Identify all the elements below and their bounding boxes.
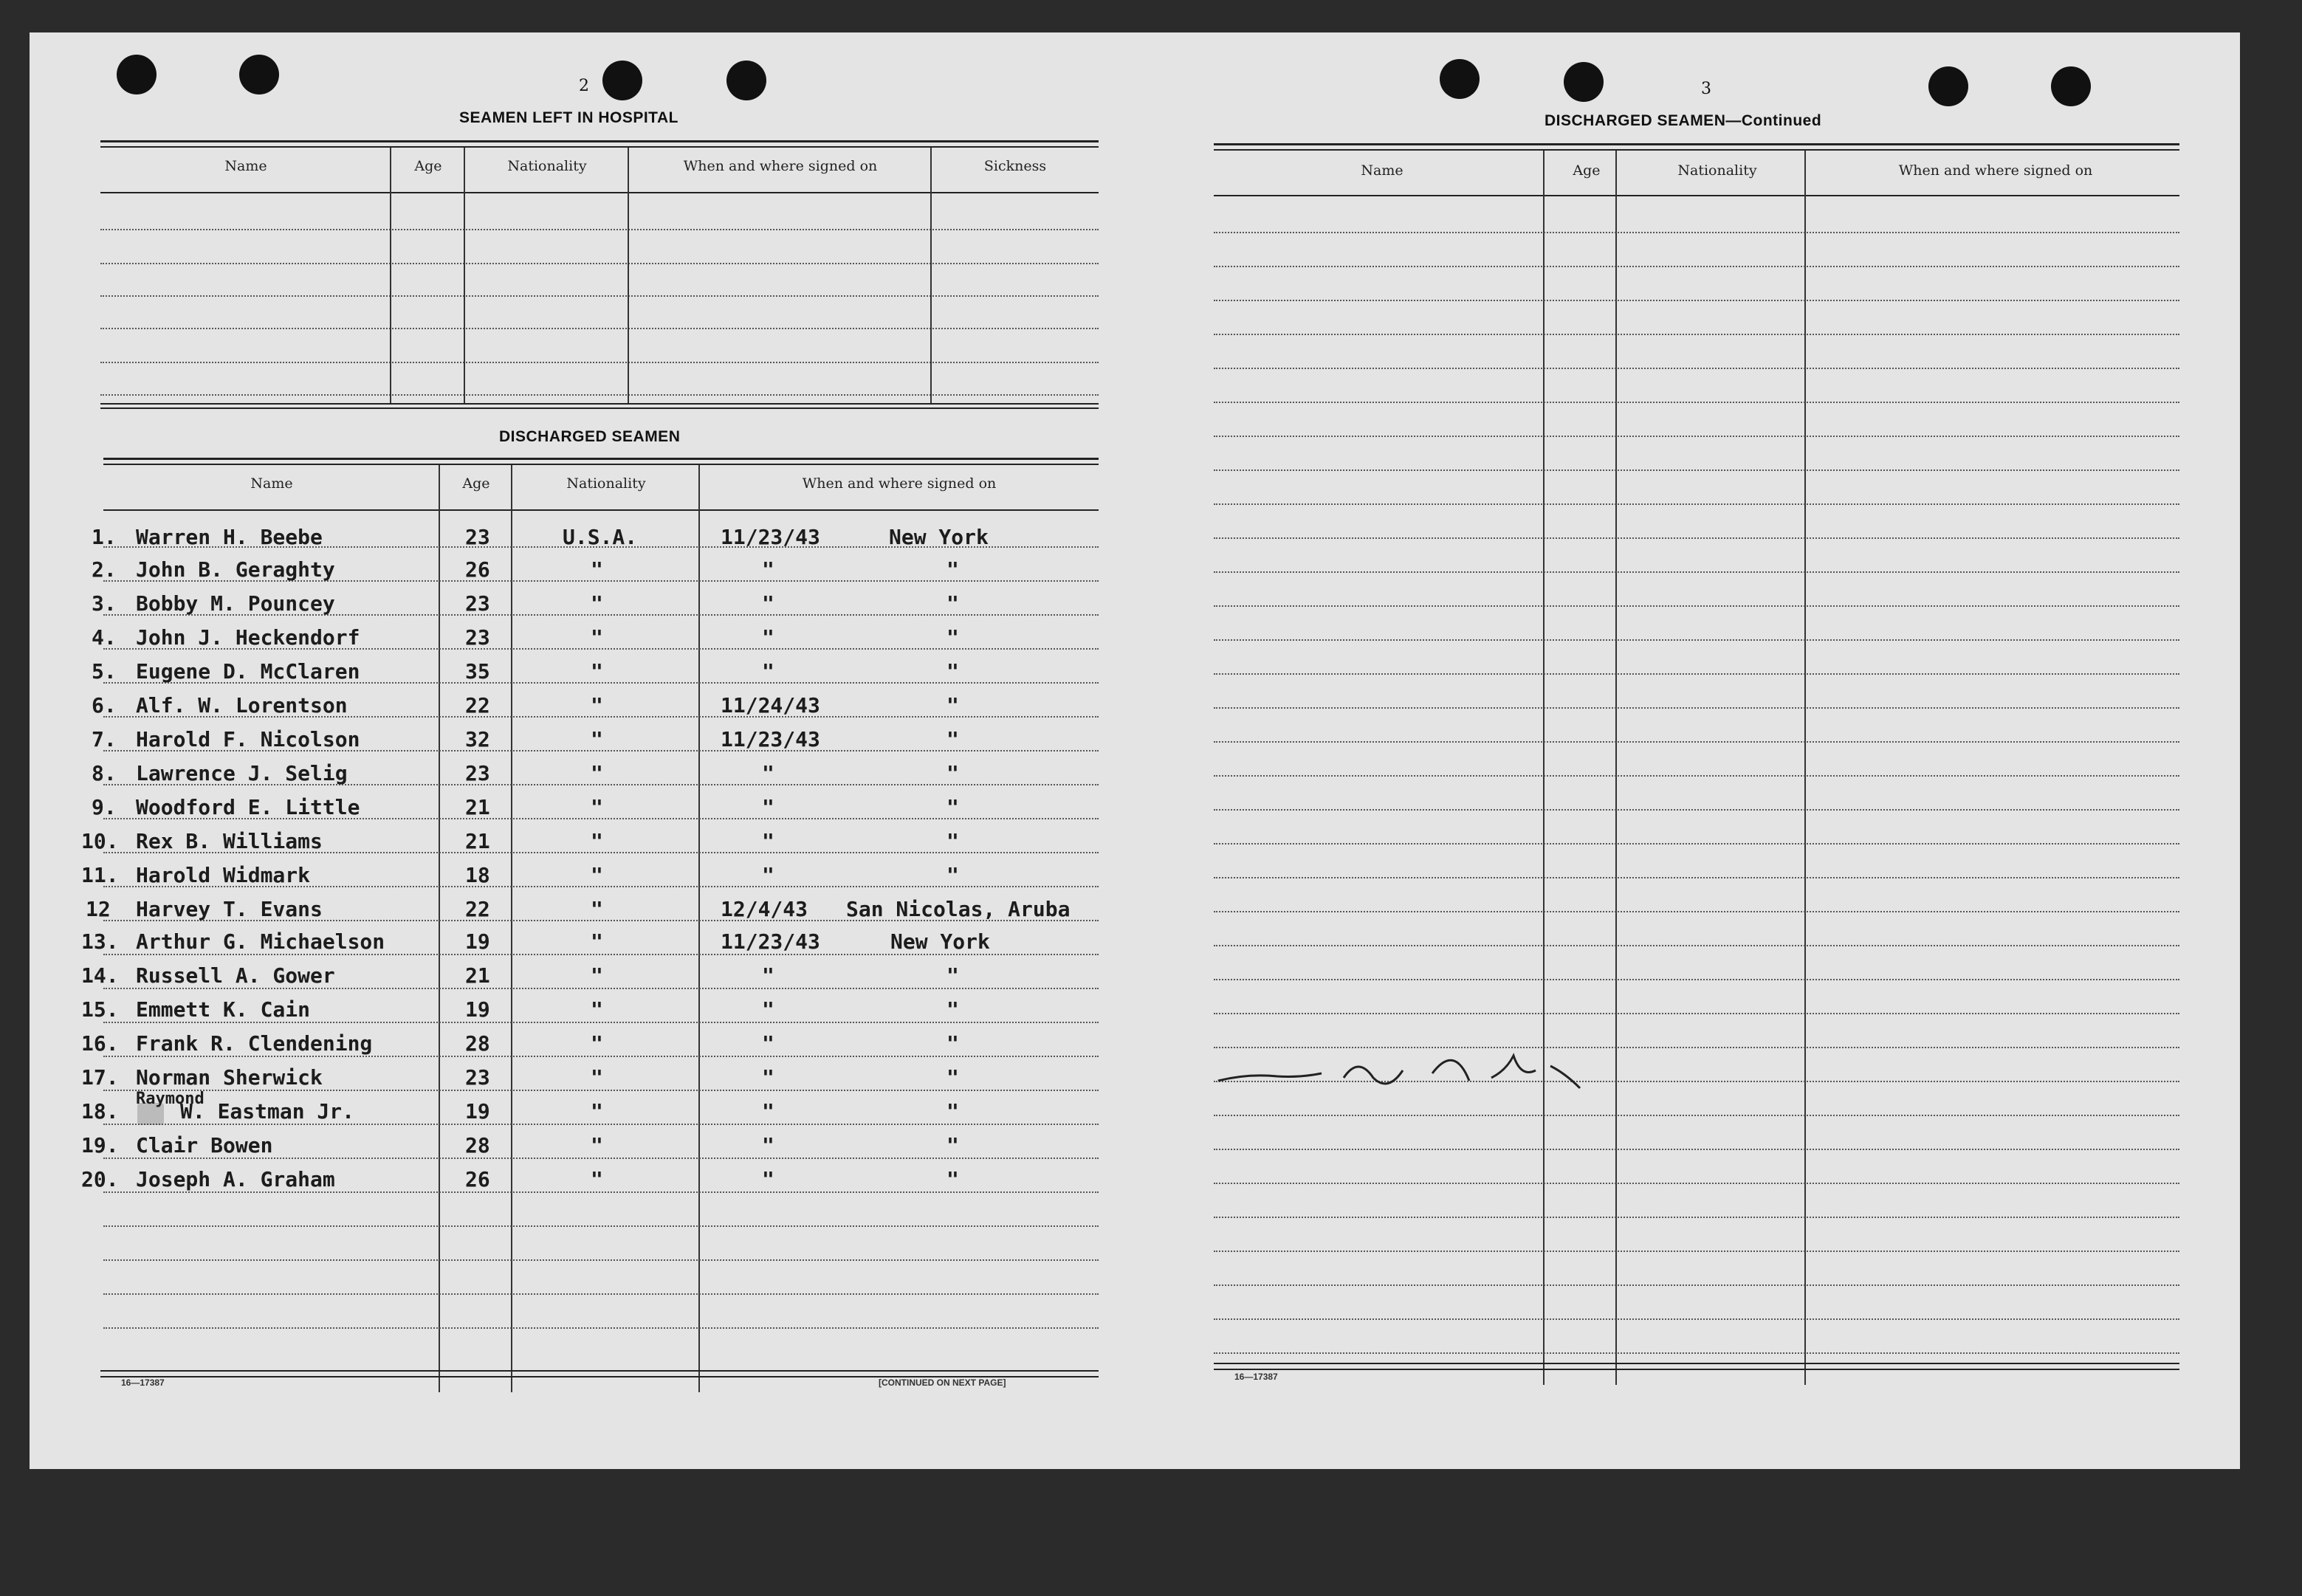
row-line	[103, 1158, 1099, 1159]
seaman-nationality: "	[591, 1031, 603, 1056]
seaman-age: 35	[465, 659, 490, 684]
seaman-age: 21	[465, 795, 490, 819]
col-header-signed-on: When and where signed on	[1898, 162, 2093, 179]
table-bottom-rule	[1214, 1363, 2179, 1364]
signed-on-date: "	[762, 761, 774, 785]
row-line	[103, 1225, 1099, 1227]
row-number: 15.	[81, 997, 119, 1022]
seaman-nationality: "	[591, 997, 603, 1022]
column-divider	[930, 148, 932, 403]
signed-on-place: "	[946, 659, 959, 684]
row-number: 14.	[81, 963, 119, 988]
left-page	[30, 32, 1137, 1469]
row-line	[1214, 334, 2179, 335]
seaman-name: Emmett K. Cain	[136, 997, 311, 1022]
punch-hole	[1564, 62, 1604, 102]
table-top-rule	[103, 458, 1099, 460]
row-line	[1214, 911, 2179, 912]
signed-on-date: "	[762, 795, 774, 819]
col-header-age: Age	[1573, 162, 1601, 179]
seaman-name: Joseph A. Graham	[136, 1167, 335, 1191]
seaman-nationality: "	[591, 693, 603, 718]
row-line	[103, 1124, 1099, 1125]
row-number: 1.	[92, 525, 117, 549]
row-line	[1214, 503, 2179, 505]
col-header-name: Name	[224, 158, 267, 174]
signed-on-place: San Nicolas, Aruba	[846, 897, 1071, 921]
row-line	[1214, 605, 2179, 607]
seaman-age: 26	[465, 1167, 490, 1191]
signed-on-date: "	[762, 625, 774, 650]
signed-on-place: "	[946, 693, 959, 718]
col-header-age: Age	[462, 475, 490, 492]
signed-on-date: 11/24/43	[721, 693, 820, 718]
header-rule	[100, 192, 1099, 193]
row-number: 5.	[92, 659, 117, 684]
seaman-nationality: "	[591, 863, 603, 887]
row-line	[103, 988, 1099, 989]
table-bottom-rule	[100, 407, 1099, 409]
signed-on-place: "	[946, 1099, 959, 1124]
seaman-name: Harold F. Nicolson	[136, 727, 360, 751]
row-line	[100, 328, 1099, 329]
row-number: 19.	[81, 1133, 119, 1158]
row-line	[1214, 843, 2179, 845]
column-divider	[1543, 151, 1545, 1385]
column-divider	[390, 148, 391, 403]
signed-on-date: "	[762, 1031, 774, 1056]
row-number: 6.	[92, 693, 117, 718]
col-header-nationality: Nationality	[507, 158, 587, 174]
row-line	[1214, 775, 2179, 777]
seaman-nationality: "	[591, 659, 603, 684]
row-line	[103, 1090, 1099, 1091]
column-divider	[1615, 151, 1617, 1385]
signed-on-place: "	[946, 761, 959, 785]
seaman-name: John J. Heckendorf	[136, 625, 360, 650]
signed-on-place: "	[946, 591, 959, 616]
column-divider	[1804, 151, 1806, 1385]
seaman-name: John B. Geraghty	[136, 557, 335, 582]
signed-on-date: "	[762, 997, 774, 1022]
discharged-section-title: DISCHARGED SEAMEN	[499, 428, 681, 445]
continued-note: [CONTINUED ON NEXT PAGE]	[879, 1377, 1006, 1388]
row-number: 18.	[81, 1099, 119, 1124]
right-page	[1137, 32, 2240, 1469]
row-line	[1214, 402, 2179, 403]
signed-on-place: "	[946, 963, 959, 988]
row-number: 13.	[81, 929, 119, 954]
row-line	[1214, 741, 2179, 743]
row-number: 7.	[92, 727, 117, 751]
seaman-age: 19	[465, 997, 490, 1022]
col-header-signed-on: When and where signed on	[802, 475, 997, 492]
table-top-rule	[1214, 143, 2179, 145]
table-bottom-rule	[100, 403, 1099, 405]
signed-on-date: "	[762, 1099, 774, 1124]
row-line	[1214, 1149, 2179, 1150]
col-header-age: Age	[414, 158, 442, 174]
punch-hole	[117, 55, 157, 94]
header-rule	[1214, 195, 2179, 196]
column-divider	[698, 465, 700, 1392]
row-number: 4.	[92, 625, 117, 650]
signed-on-place: "	[946, 1133, 959, 1158]
seaman-name: Russell A. Gower	[136, 963, 335, 988]
signed-on-place: "	[946, 1065, 959, 1090]
signed-on-date: "	[762, 963, 774, 988]
row-line	[1214, 1183, 2179, 1184]
right-page-title: DISCHARGED SEAMEN—Continued	[1545, 112, 1822, 129]
row-line	[103, 1293, 1099, 1295]
col-header-nationality: Nationality	[566, 475, 646, 492]
row-line	[103, 1191, 1099, 1193]
seaman-name: Harvey T. Evans	[136, 897, 323, 921]
row-line	[103, 1056, 1099, 1057]
seaman-name: Warren H. Beebe	[136, 525, 323, 549]
row-number: 16.	[81, 1031, 119, 1056]
punch-hole	[2051, 66, 2091, 106]
row-line	[103, 1259, 1099, 1261]
row-line	[100, 263, 1099, 264]
seaman-nationality: "	[591, 1065, 603, 1090]
row-line	[1214, 639, 2179, 641]
signed-on-date: "	[762, 591, 774, 616]
seaman-nationality: "	[591, 591, 603, 616]
seaman-age: 23	[465, 761, 490, 785]
handwritten-scribble	[1211, 1007, 1624, 1103]
struck-out-text	[137, 1103, 164, 1125]
row-line	[1214, 368, 2179, 369]
row-line	[1214, 979, 2179, 980]
seaman-age: 19	[465, 1099, 490, 1124]
seaman-age: 21	[465, 829, 490, 853]
seaman-name: Arthur G. Michaelson	[136, 929, 385, 954]
col-header-nationality: Nationality	[1677, 162, 1757, 179]
punch-hole	[239, 55, 279, 94]
page-number: 3	[1701, 80, 1711, 98]
signed-on-place: "	[946, 863, 959, 887]
seaman-age: 32	[465, 727, 490, 751]
column-divider	[439, 465, 440, 1392]
seaman-name: Harold Widmark	[136, 863, 311, 887]
row-line	[1214, 436, 2179, 437]
seaman-nationality: "	[591, 625, 603, 650]
seaman-nationality: "	[591, 795, 603, 819]
signed-on-date: 11/23/43	[721, 727, 820, 751]
signed-on-date: "	[762, 1167, 774, 1191]
header-rule	[103, 509, 1099, 511]
seaman-nationality: "	[591, 1099, 603, 1124]
seaman-name: Eugene D. McClaren	[136, 659, 360, 684]
seaman-age: 22	[465, 693, 490, 718]
seaman-age: 21	[465, 963, 490, 988]
row-line	[1214, 232, 2179, 233]
row-line	[1214, 300, 2179, 301]
seaman-nationality: "	[591, 727, 603, 751]
signed-on-place: "	[946, 795, 959, 819]
col-header-sickness: Sickness	[983, 158, 1047, 174]
row-number: 11.	[81, 863, 119, 887]
seaman-nationality: "	[591, 897, 603, 921]
row-line	[1214, 1115, 2179, 1116]
row-line	[1214, 537, 2179, 539]
seaman-nationality: U.S.A.	[563, 525, 638, 549]
signed-on-date: "	[762, 829, 774, 853]
row-line	[100, 394, 1099, 396]
seaman-name: Lawrence J. Selig	[136, 761, 348, 785]
seaman-nationality: "	[591, 761, 603, 785]
table-top-rule	[100, 146, 1099, 148]
seaman-age: 19	[465, 929, 490, 954]
seaman-name: Woodford E. Little	[136, 795, 360, 819]
signed-on-place: "	[946, 997, 959, 1022]
row-number: 20.	[81, 1167, 119, 1191]
signed-on-place: "	[946, 829, 959, 853]
page-number: 2	[579, 77, 589, 95]
signed-on-place: "	[946, 727, 959, 751]
row-number: 10.	[81, 829, 119, 853]
signed-on-date: 12/4/43	[721, 897, 808, 921]
punch-hole	[1440, 59, 1480, 99]
row-line	[103, 1022, 1099, 1023]
signed-on-place: "	[946, 625, 959, 650]
table-top-rule	[103, 464, 1099, 465]
seaman-age: 23	[465, 625, 490, 650]
signed-on-date: 11/23/43	[721, 929, 820, 954]
seaman-age: 22	[465, 897, 490, 921]
signed-on-date: "	[762, 863, 774, 887]
signed-on-place: New York	[890, 929, 990, 954]
row-line	[1214, 1318, 2179, 1320]
seaman-name: Frank R. Clendening	[136, 1031, 373, 1056]
seaman-nationality: "	[591, 1133, 603, 1158]
seaman-age: 23	[465, 1065, 490, 1090]
seaman-age: 28	[465, 1133, 490, 1158]
row-line	[100, 229, 1099, 230]
seaman-name: Clair Bowen	[136, 1133, 273, 1158]
col-header-signed-on: When and where signed on	[683, 158, 878, 174]
seaman-nationality: "	[591, 829, 603, 853]
row-number: 17.	[81, 1065, 119, 1090]
form-number: 16—17387	[1234, 1372, 1278, 1382]
signed-on-date: "	[762, 659, 774, 684]
punch-hole	[726, 61, 766, 100]
seaman-age: 23	[465, 525, 490, 549]
punch-hole	[1928, 66, 1968, 106]
row-number: 9.	[92, 795, 117, 819]
row-number: 2.	[92, 557, 117, 582]
row-line	[103, 954, 1099, 955]
seaman-nationality: "	[591, 1167, 603, 1191]
seaman-nationality: "	[591, 929, 603, 954]
column-divider	[628, 148, 629, 403]
seaman-nationality: "	[591, 557, 603, 582]
hospital-section-title: SEAMEN LEFT IN HOSPITAL	[459, 109, 678, 126]
row-line	[1214, 469, 2179, 471]
row-line	[1214, 877, 2179, 878]
col-header-name: Name	[250, 475, 293, 492]
column-divider	[511, 465, 512, 1392]
row-line	[1214, 1352, 2179, 1354]
table-top-rule	[100, 140, 1099, 142]
form-number: 16—17387	[121, 1377, 165, 1388]
table-top-rule	[1214, 149, 2179, 151]
row-number: 12	[86, 897, 111, 921]
row-line	[103, 1327, 1099, 1329]
row-line	[1214, 266, 2179, 267]
signed-on-date: 11/23/43	[721, 525, 820, 549]
row-line	[100, 295, 1099, 297]
signed-on-place: "	[946, 557, 959, 582]
signed-on-place: New York	[889, 525, 989, 549]
row-line	[1214, 1251, 2179, 1252]
row-line	[1214, 809, 2179, 811]
row-number: 8.	[92, 761, 117, 785]
column-divider	[464, 148, 465, 403]
punch-hole	[602, 61, 642, 100]
seaman-age: 28	[465, 1031, 490, 1056]
row-line	[1214, 1284, 2179, 1286]
seaman-age: 26	[465, 557, 490, 582]
seaman-nationality: "	[591, 963, 603, 988]
row-line	[1214, 707, 2179, 709]
seaman-name: Rex B. Williams	[136, 829, 323, 853]
seaman-age: 23	[465, 591, 490, 616]
table-bottom-rule	[1214, 1369, 2179, 1370]
row-line	[1214, 1217, 2179, 1218]
table-bottom-rule	[100, 1370, 1099, 1372]
signed-on-date: "	[762, 1133, 774, 1158]
signed-on-place: "	[946, 1167, 959, 1191]
row-line	[1214, 571, 2179, 573]
signed-on-date: "	[762, 557, 774, 582]
seaman-name: W. Eastman Jr.	[180, 1099, 355, 1124]
row-line	[1214, 673, 2179, 675]
seaman-name: Norman Sherwick	[136, 1065, 323, 1090]
row-number: 3.	[92, 591, 117, 616]
col-header-name: Name	[1361, 162, 1403, 179]
seaman-name: Alf. W. Lorentson	[136, 693, 348, 718]
signed-on-date: "	[762, 1065, 774, 1090]
row-line	[100, 362, 1099, 363]
row-line	[1214, 945, 2179, 946]
seaman-name: Bobby M. Pouncey	[136, 591, 335, 616]
handwritten-insert: Raymond	[136, 1090, 205, 1108]
seaman-age: 18	[465, 863, 490, 887]
signed-on-place: "	[946, 1031, 959, 1056]
